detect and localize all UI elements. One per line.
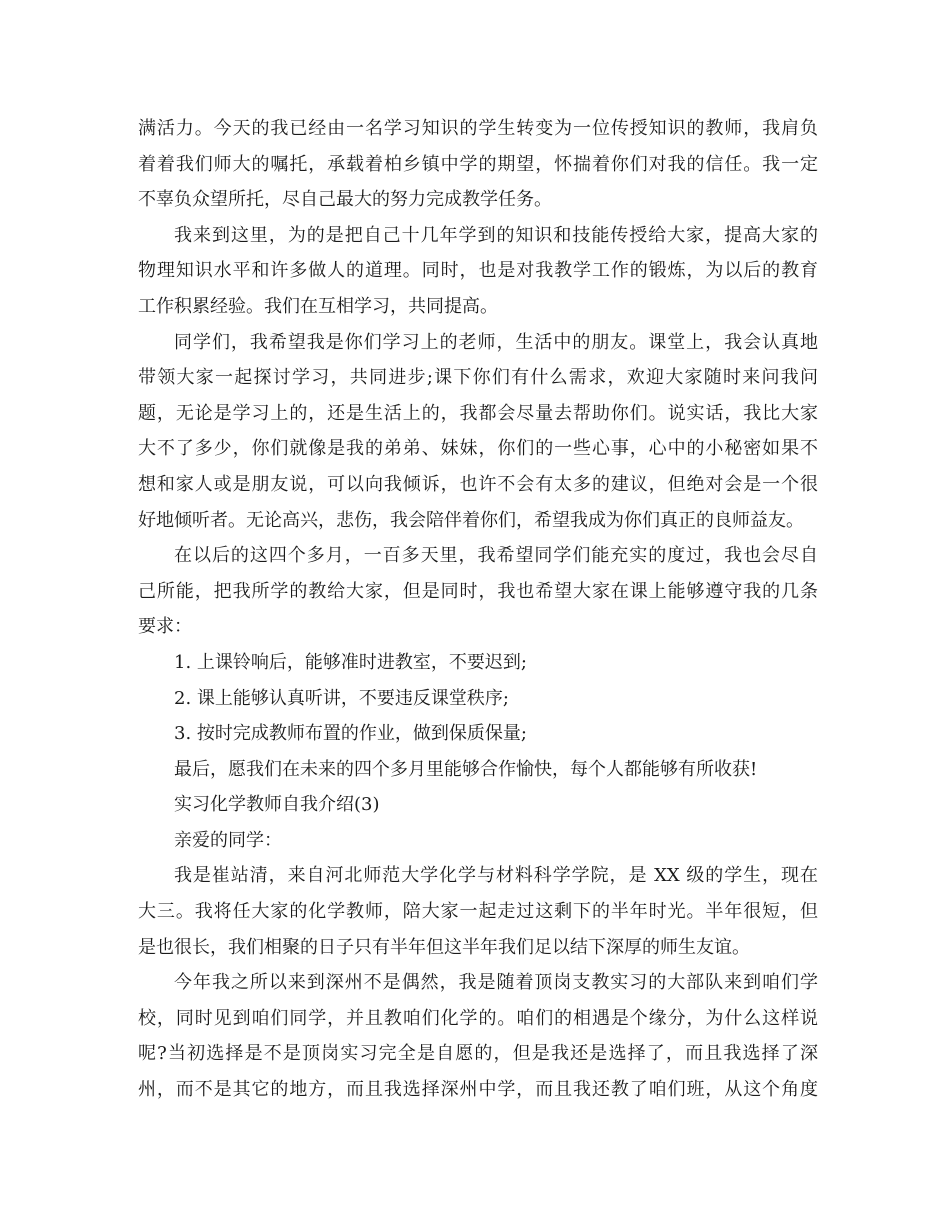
- text-line: 今年我之所以来到深州不是偶然，我是随着顶岗支教实习的大部队来到咱们学: [174, 972, 818, 994]
- list-item: 1. 上课铃响后，能够准时进教室，不要迟到;: [174, 651, 527, 673]
- text-line: 我来到这里，为的是把自己十几年学到的知识和技能传授给大家，提高大家的: [174, 224, 818, 246]
- text-line: 物理知识水平和许多做人的道理。同时，也是对我教学工作的锻炼，为以后的教育: [138, 260, 818, 282]
- salutation: 亲爱的同学：: [174, 829, 282, 851]
- text-line: 在以后的这四个多月，一百多天里，我希望同学们能充实的度过，我也会尽自: [174, 545, 818, 567]
- text-line: 大不了多少，你们就像是我的弟弟、妹妹，你们的一些心事，心中的小秘密如果不: [138, 438, 818, 460]
- text-line: 题，无论是学习上的，还是生活上的，我都会尽量去帮助你们。说实话，我比大家: [138, 402, 818, 424]
- text-line: 着着我们师大的嘱托，承载着柏乡镇中学的期望，怀揣着你们对我的信任。我一定: [138, 153, 818, 175]
- text-line: 想和家人或是朋友说，可以向我倾诉，也许不会有太多的建议，但绝对会是一个很: [138, 473, 818, 495]
- text-line: 工作积累经验。我们在互相学习，共同提高。: [138, 295, 498, 317]
- list-item: 2. 课上能够认真听讲，不要违反课堂秩序;: [174, 687, 509, 709]
- text-line: 满活力。今天的我已经由一名学习知识的学生转变为一位传授知识的教师，我肩负: [138, 118, 818, 139]
- section-heading: 实习化学教师自我介绍(3): [174, 794, 380, 816]
- text-line: 不辜负众望所托，尽自己最大的努力完成教学任务。: [138, 189, 552, 211]
- document-body: [138, 111, 818, 1108]
- text-line: 大三。我将任大家的化学教师，陪大家一起走过这剩下的半年时光。半年很短，但: [138, 901, 818, 923]
- text-line: 校，同时见到咱们同学，并且教咱们化学的。咱们的相遇是个缘分，为什么这样说: [138, 1007, 818, 1029]
- text-line: 同学们，我希望我是你们学习上的老师，生活中的朋友。课堂上，我会认真地: [174, 331, 818, 353]
- text-line: 要求：: [138, 616, 192, 638]
- text-line: 最后，愿我们在未来的四个多月里能够合作愉快，每个人都能够有所收获!: [174, 758, 758, 780]
- text-line: 己所能，把我所学的教给大家，但是同时，我也希望大家在课上能够遵守我的几条: [138, 580, 818, 602]
- text-line: 好地倾听者。无论高兴，悲伤，我会陪伴着你们，希望我成为你们真正的良师益友。: [138, 509, 804, 531]
- text-line: 是也很长，我们相聚的日子只有半年但这半年我们足以结下深厚的师生友谊。: [138, 936, 750, 958]
- text-line: 州，而不是其它的地方，而且我选择深州中学，而且我还教了咱们班，从这个角度: [138, 1079, 818, 1101]
- list-item: 3. 按时完成教师布置的作业，做到保质保量;: [174, 723, 527, 745]
- text-line: 带领大家一起探讨学习，共同进步;课下你们有什么需求，欢迎大家随时来问我问: [138, 367, 818, 389]
- text-line: 呢?当初选择是不是顶岗实习完全是自愿的，但是我还是选择了，而且我选择了深: [138, 1043, 818, 1065]
- text-line: 我是崔站清，来自河北师范大学化学与材料科学学院，是 XX 级的学生，现在: [174, 865, 818, 887]
